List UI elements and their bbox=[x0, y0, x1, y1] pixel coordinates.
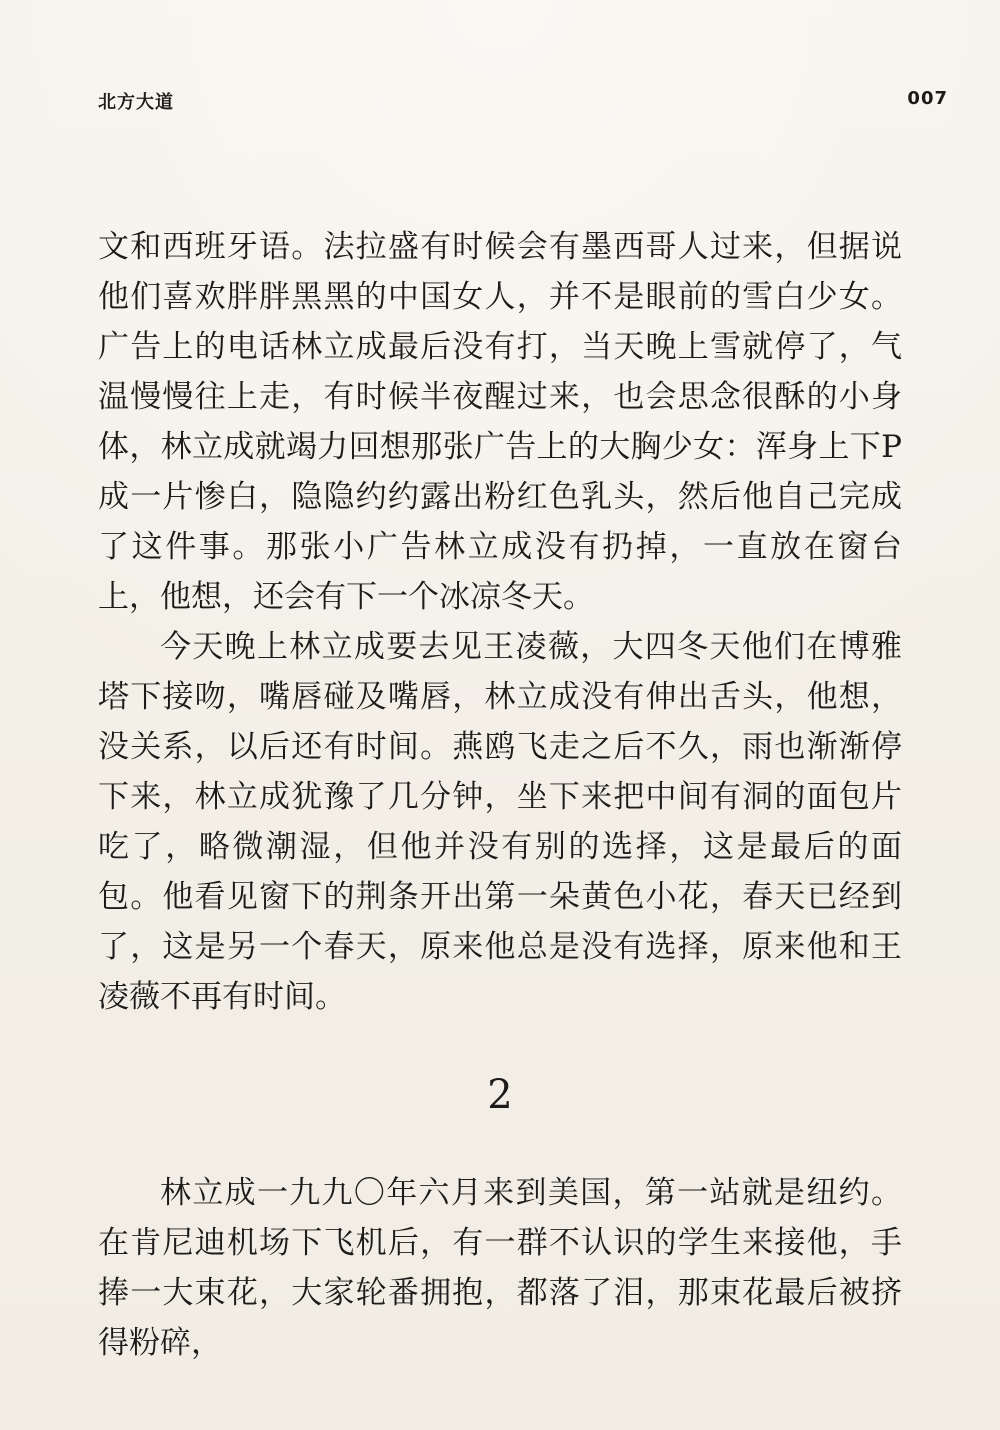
page-header bbox=[98, 88, 948, 118]
paragraph-1: 文和西班牙语。法拉盛有时候会有墨西哥人过来，但据说他们喜欢胖胖黑黑的中国女人，并不是眼前的雪白少女。广告上的电话林立成最后没有打，当天晚上雪就停了，气温慢慢往上走，有时候半夜醒过来，也会思念很酥的小身体，林立成就竭力回想那张广告上的大胸少女：浑身上下P成一片惨白，隐隐约约露出粉红色乳头，然后他自己完成了这件事。那张小广告林立成没有扔掉，一直放在窗台上，他想，还会有下一个冰凉冬天。 bbox=[98, 229, 902, 615]
body-text-section-1 bbox=[98, 222, 902, 1022]
paragraph-2: 今天晚上林立成要去见王凌薇，大四冬天他们在博雅塔下接吻，嘴唇碰及嘴唇，林立成没有伸出舌头，他想，没关系，以后还有时间。燕鸥飞走之后不久，雨也渐渐停下来，林立成犹豫了几分钟，坐下来把中间有洞的面包片吃了，略微潮湿，但他并没有别的选择，这是最后的面包。他看见窗下的荆条开出第一朵黄色小花，春天已经到了，这是另一个春天，原来他总是没有选择，原来他和王凌薇不再有时间。 bbox=[98, 629, 902, 1015]
running-title: 北方大道 bbox=[98, 92, 174, 113]
body-text-section-2 bbox=[98, 1168, 902, 1368]
page-number: 007 bbox=[907, 88, 948, 109]
section-2-paragraph: 林立成一九九〇年六月来到美国，第一站就是纽约。在肯尼迪机场下飞机后，有一群不认识的学生来接他，手捧一大束花，大家轮番拥抱，都落了泪，那束花最后被挤得粉碎， bbox=[98, 1175, 902, 1361]
section-number: 2 bbox=[487, 1072, 513, 1118]
